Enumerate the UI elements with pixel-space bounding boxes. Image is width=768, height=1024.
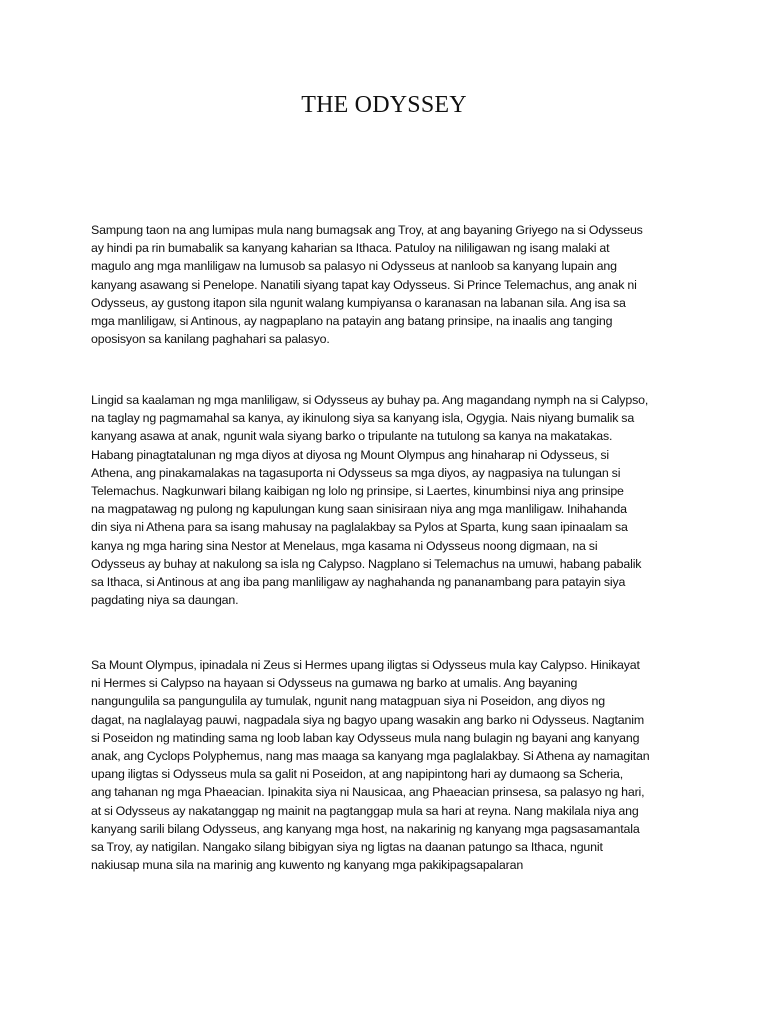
paragraph-line: oposisyon sa kanilang paghahari sa palasyo. <box>91 332 330 347</box>
paragraph-3 <box>91 656 681 874</box>
paragraph-line: ang tahanan ng mga Phaeacian. Ipinakita siya ni Nausicaa, ang Phaeacian prinsesa, sa palasyo ng hari, <box>91 785 645 800</box>
paragraph-line: Sa Mount Olympus, ipinadala ni Zeus si Hermes upang iligtas si Odysseus mula kay Calypso. Hinikayat <box>91 658 640 672</box>
paragraph-line: kanyang sarili bilang Odysseus, ang kanyang mga host, na nakarinig ng kanyang mga pagsasamantala <box>91 821 640 836</box>
paragraph-line: Habang pinagtatalunan ng mga diyos at diyosa ng Mount Olympus ang hinaharap ni Odysseus, si <box>91 447 610 462</box>
paragraph-line: at si Odysseus ay nakatanggap ng mainit na pagtanggap mula sa hari at reyna. Nang makilala niya ang <box>91 803 639 818</box>
paragraph-line: Athena, ang pinakamalakas na tagasuporta ni Odysseus sa mga diyos, ay nagpasiya na tulungan si <box>91 465 621 480</box>
paragraph-line: na magpatawag ng pulong ng kapulungan kung saan sinisiraan niya ang mga manliligaw. Inihahanda <box>91 502 627 517</box>
paragraph-2 <box>91 391 681 609</box>
paragraph-line: nakiusap muna sila na marinig ang kuwento ng kanyang mga pakikipagsapalaran <box>91 858 524 873</box>
paragraph-line: na taglay ng pagmamahal sa kanya, ay ikinulong siya sa kanyang isla, Ogygia. Nais niyang bumalik sa <box>91 411 635 426</box>
paragraph-line: Telemachus. Nagkunwari bilang kaibigan ng lolo ng prinsipe, si Laertes, kinumbinsi niya ang prinsipe <box>91 484 624 499</box>
document-title: THE ODYSSEY <box>301 92 467 118</box>
paragraph-line: dagat, na naglalayag pauwi, nagpadala siya ng bagyo upang wasakin ang barko ni Odysseus. Nagtanim <box>91 712 644 727</box>
paragraph-1 <box>91 221 681 348</box>
paragraph-line: kanya ng mga haring sina Nestor at Menelaus, mga kasama ni Odysseus noong digmaan, na si <box>91 538 598 553</box>
paragraph-line: pagdating niya sa daungan. <box>91 593 239 608</box>
paragraph-line: din siya ni Athena para sa isang mahusay na paglalakbay sa Pylos at Sparta, kung saan ipinaalam sa <box>91 520 628 535</box>
paragraph-line: nangungulila sa pangungulila ay tumulak, ngunit nang matagpuan siya ni Poseidon, ang diyos ng <box>91 694 605 709</box>
paragraph-line: mga manliligaw, si Antinous, ay nagpaplano na patayin ang batang prinsipe, na inaalis ang tanging <box>91 314 613 329</box>
paragraph-line: Sampung taon na ang lumipas mula nang bumagsak ang Troy, at ang bayaning Griyego na si Odysseus <box>91 223 643 237</box>
paragraph-line: sa Troy, ay natigilan. Nangako silang bibigyan siya ng ligtas na daanan patungo sa Ithaca, ngunit <box>91 840 603 855</box>
paragraph-line: kanyang asawa at anak, ngunit wala siyang barko o tripulante na tutulong sa kanya na makatakas. <box>91 429 613 444</box>
paragraph-line: Odysseus ay buhay at nakulong sa isla ng Calypso. Nagplano si Telemachus na umuwi, habang pabalik <box>91 556 642 571</box>
paragraph-line: kanyang asawang si Penelope. Nanatili siyang tapat kay Odysseus. Si Prince Telemachus, ang anak ni <box>91 277 637 292</box>
paragraph-line: Lingid sa kaalaman ng mga manliligaw, si Odysseus ay buhay pa. Ang magandang nymph na si Calypso, <box>91 393 649 407</box>
paragraph-line: magulo ang mga manliligaw na lumusob sa palasyo ni Odysseus at nanloob sa kanyang lupain ang <box>91 259 617 274</box>
paragraph-line: ni Hermes si Calypso na hayaan si Odysseus na gumawa ng barko at umalis. Ang bayaning <box>91 676 578 691</box>
paragraph-line: sa Ithaca, si Antinous at ang iba pang manliligaw ay naghahanda ng pananambang para patayin siya <box>91 575 626 590</box>
paragraph-line: anak, ang Cyclops Polyphemus, nang mas maaga sa kanyang mga paglalakbay. Si Athena ay namagitan <box>91 749 650 764</box>
paragraph-line: si Poseidon ng matinding sama ng loob laban kay Odysseus mula nang bulagin ng bayani ang kanyang <box>91 730 640 745</box>
paragraph-line: Odysseus, ay gustong itapon sila ngunit walang kumpiyansa o karanasan na labanan sila. Ang isa sa <box>91 295 626 310</box>
paragraph-line: upang iligtas si Odysseus mula sa galit ni Poseidon, at ang napipintong hari ay dumaong sa Scheria, <box>91 767 624 782</box>
paragraph-line: ay hindi pa rin bumabalik sa kanyang kaharian sa Ithaca. Patuloy na nililigawan ng isang malaki at <box>91 241 610 256</box>
